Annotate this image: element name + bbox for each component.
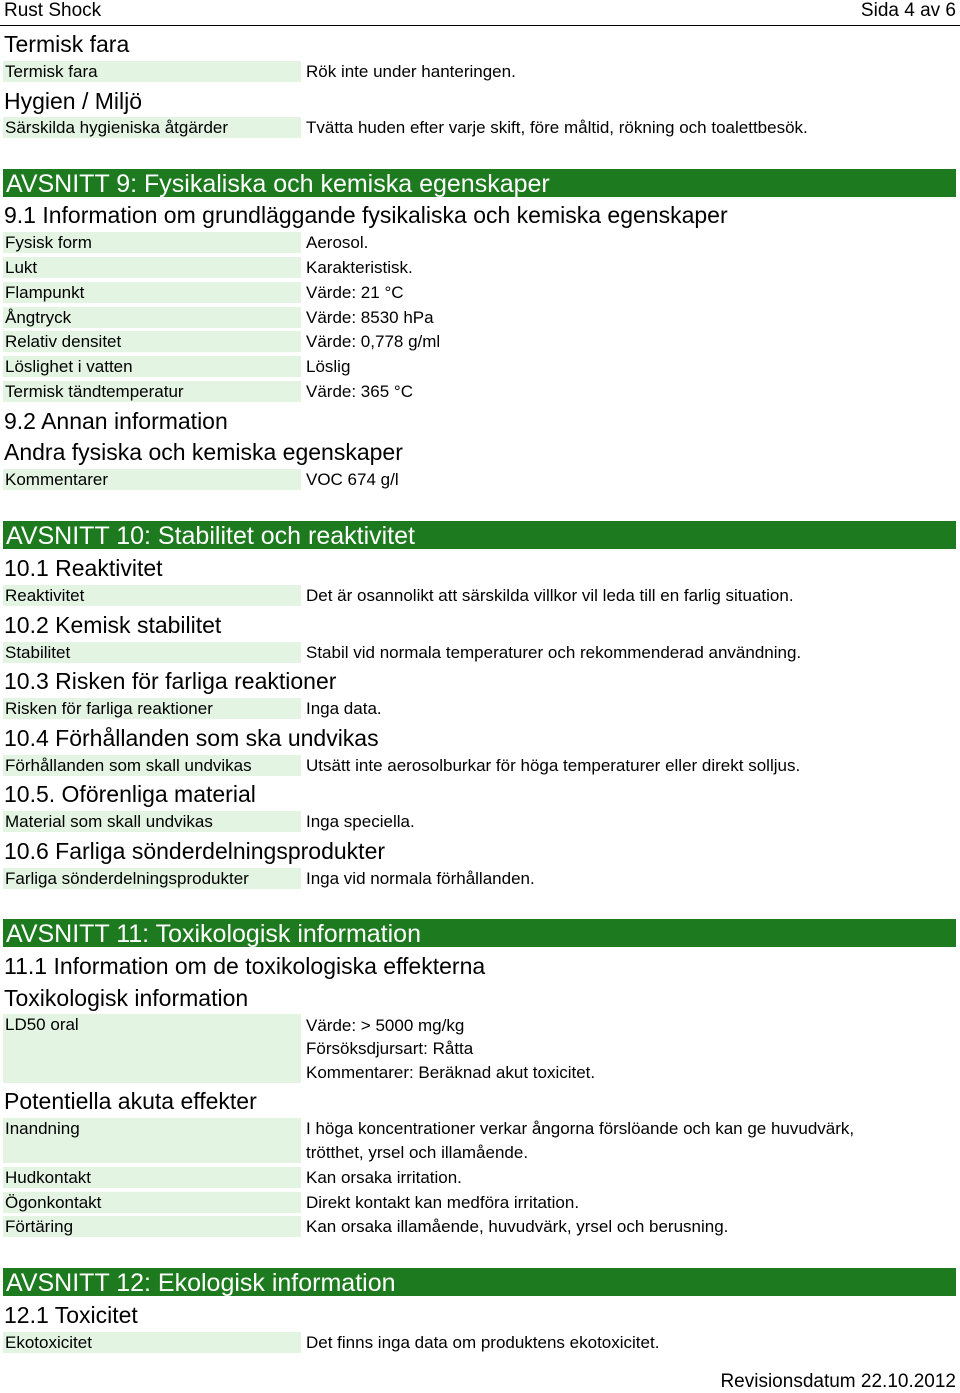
s9-sub1: 9.1 Information om grundläggande fysikaliska och kemiska egenskaper (4, 202, 728, 228)
prop-value: Värde: 0,778 g/ml (306, 332, 441, 351)
inandning-value-line: trötthet, yrsel och illamående. (306, 1143, 529, 1162)
ld50-value-line: Försöksdjursart: Råtta (306, 1039, 474, 1058)
prop-label: Löslighet i vatten (3, 356, 301, 377)
section-11-band (3, 919, 956, 947)
s10-label: Förhållanden som skall undvikas (3, 755, 301, 776)
section-9-band (3, 169, 956, 197)
effect-label: Ögonkontakt (3, 1192, 301, 1213)
s10-heading: 10.5. Oförenliga material (4, 781, 256, 807)
prop-value: Karakteristisk. (306, 258, 413, 277)
prop-value: Löslig (306, 357, 351, 376)
product-name: Rust Shock (4, 0, 102, 21)
s9-sub3: Andra fysiska och kemiska egenskaper (4, 439, 403, 465)
prop-label: Fysisk form (3, 232, 301, 253)
s10-label: Risken för farliga reaktioner (3, 698, 301, 719)
ld50-value-line: Värde: > 5000 mg/kg (306, 1016, 465, 1035)
ld50-value-line: Kommentarer: Beräknad akut toxicitet. (306, 1063, 596, 1082)
s10-value: Inga data. (306, 699, 382, 718)
effect-value: Kan orsaka irritation. (306, 1168, 462, 1187)
s12-sub1: 12.1 Toxicitet (4, 1302, 138, 1328)
termisk-heading: Termisk fara (4, 31, 130, 57)
termisk-label: Termisk fara (3, 61, 301, 82)
inandning-value-line: I höga koncentrationer verkar ångorna förslöande och kan ge huvudvärk, (306, 1119, 855, 1138)
s10-label: Reaktivitet (3, 585, 301, 606)
section-12-title: AVSNITT 12: Ekologisk information (6, 1269, 396, 1297)
s10-heading: 10.3 Risken för farliga reaktioner (4, 668, 337, 694)
s11-sub1: 11.1 Information om de toxikologiska effekterna (4, 953, 486, 979)
s10-heading: 10.2 Kemisk stabilitet (4, 612, 222, 638)
s10-value: Inga speciella. (306, 812, 415, 831)
s10-heading: 10.1 Reaktivitet (4, 555, 163, 581)
revision-date: Revisionsdatum 22.10.2012 (720, 1371, 956, 1392)
s10-value: Utsätt inte aerosolburkar för höga temperaturer eller direkt solljus. (306, 756, 801, 775)
termisk-value: Rök inte under hanteringen. (306, 62, 516, 81)
effect-label: Hudkontakt (3, 1167, 301, 1188)
s11-sub2: Toxikologisk information (4, 985, 249, 1011)
s10-heading: 10.4 Förhållanden som ska undvikas (4, 725, 379, 751)
hygien-value: Tvätta huden efter varje skift, före måltid, rökning och toalettbesök. (306, 118, 808, 137)
s10-heading: 10.6 Farliga sönderdelningsprodukter (4, 838, 386, 864)
prop-label: Flampunkt (3, 282, 301, 303)
ekotoxicitet-label: Ekotoxicitet (3, 1332, 301, 1353)
section-9-title: AVSNITT 9: Fysikaliska och kemiska egenskaper (6, 170, 550, 198)
s10-value: Det är osannolikt att särskilda villkor vil leda till en farlig situation. (306, 586, 794, 605)
inandning-label: Inandning (3, 1118, 301, 1163)
ld50-label: LD50 oral (3, 1014, 301, 1083)
section-10-title: AVSNITT 10: Stabilitet och reaktivitet (6, 522, 415, 550)
s10-value: Inga vid normala förhållanden. (306, 869, 535, 888)
ekotoxicitet-value: Det finns inga data om produktens ekotoxicitet. (306, 1333, 660, 1352)
effect-label: Förtäring (3, 1216, 301, 1237)
header-rule (0, 25, 960, 26)
prop-label: Termisk tändtemperatur (3, 381, 301, 402)
prop-label: Relativ densitet (3, 331, 301, 352)
s10-label: Stabilitet (3, 642, 301, 663)
page-number: Sida 4 av 6 (860, 0, 956, 21)
s10-label: Farliga sönderdelningsprodukter (3, 868, 301, 889)
s10-label: Material som skall undvikas (3, 811, 301, 832)
prop-value: Värde: 21 °C (306, 283, 404, 302)
kommentarer-label: Kommentarer (3, 469, 301, 490)
section-11-title: AVSNITT 11: Toxikologisk information (6, 920, 421, 948)
effect-value: Kan orsaka illamående, huvudvärk, yrsel och berusning. (306, 1217, 729, 1236)
s9-sub2: 9.2 Annan information (4, 408, 228, 434)
prop-label: Lukt (3, 257, 301, 278)
s10-value: Stabil vid normala temperaturer och rekommenderad användning. (306, 643, 802, 662)
prop-value: Värde: 8530 hPa (306, 308, 434, 327)
effect-value: Direkt kontakt kan medföra irritation. (306, 1193, 580, 1212)
prop-label: Ångtryck (3, 307, 301, 328)
s11-sub3: Potentiella akuta effekter (4, 1088, 257, 1114)
section-10-band (3, 521, 956, 549)
prop-value: Aerosol. (306, 233, 369, 252)
kommentarer-value: VOC 674 g/l (306, 470, 399, 489)
prop-value: Värde: 365 °C (306, 382, 413, 401)
section-12-band (3, 1268, 956, 1296)
hygien-heading: Hygien / Miljö (4, 88, 143, 114)
hygien-label: Särskilda hygieniska åtgärder (3, 117, 301, 138)
